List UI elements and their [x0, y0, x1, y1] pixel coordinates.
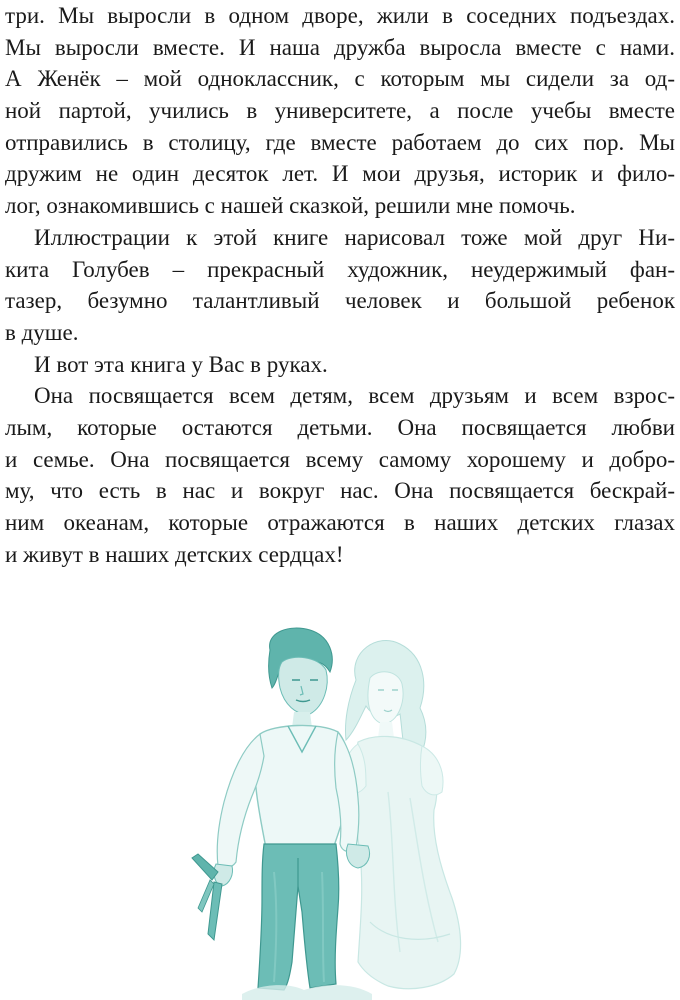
girl-figure — [343, 640, 461, 988]
text-line: дружим не один десяток лет. И мои друзья, историк и фило- — [5, 161, 675, 187]
text-line: лог, ознакомившись с нашей сказкой, решили мне помочь. — [5, 193, 576, 219]
text-line: А Женёк – мой одноклассник, с которым мы сидели за од- — [5, 66, 675, 92]
text-line: и живут в наших детских сердцах! — [5, 541, 344, 567]
text-line: му, что есть в нас и вокруг нас. Она посвящается бескрай- — [5, 478, 675, 504]
text-line: в душе. — [5, 319, 79, 345]
text-line: И вот эта книга у Вас в руках. — [34, 351, 328, 377]
boy-figure — [192, 628, 372, 1000]
text-line: кита Голубев – прекрасный художник, неудержимый фан- — [5, 256, 675, 282]
text-line: лым, которые остаются детьми. Она посвящается любви — [5, 414, 675, 440]
text-line: Мы выросли вместе. И наша дружба выросла вместе с нами. — [5, 34, 675, 60]
text-line: и семье. Она посвящается всему самому хорошему и добро- — [5, 446, 675, 472]
body-text — [5, 0, 675, 570]
text-line: тазер, безумно талантливый человек и большой ребенок — [5, 288, 675, 314]
text-line: Она посвящается всем детям, всем друзьям и всем взрос- — [34, 383, 675, 409]
boy-and-girl-illustration — [188, 622, 508, 1000]
text-line: ной партой, учились в университете, а после учебы вместе — [5, 98, 675, 124]
text-line: Иллюстрации к этой книге нарисовал тоже мой друг Ни- — [34, 224, 675, 250]
text-line: ним океанам, которые отражаются в наших детских глазах — [5, 510, 675, 535]
text-line: отправились в столицу, где вместе работаем до сих пор. Мы — [5, 129, 675, 155]
text-line: три. Мы выросли в одном дворе, жили в соседних подъездах. — [5, 3, 675, 28]
